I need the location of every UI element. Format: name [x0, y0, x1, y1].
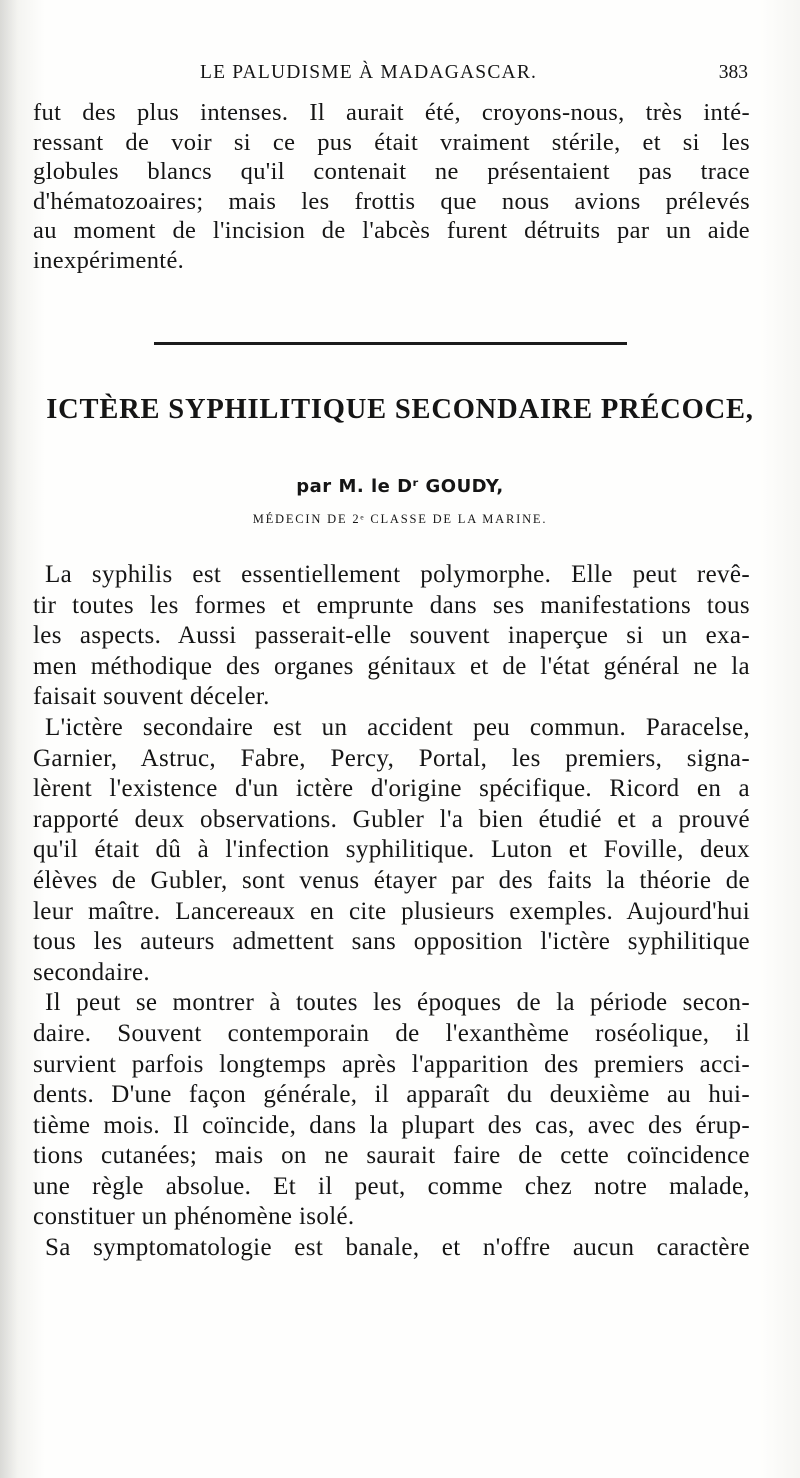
section-divider: [154, 342, 627, 345]
text-line: La syphilis est essentiellement polymorphe. Elle peut revê-: [45, 561, 750, 588]
text-line: tir toutes les formes et emprunte dans ses manifestations tous: [33, 591, 750, 619]
running-title: LE PALUDISME À MADAGASCAR.: [200, 62, 538, 83]
text-line: L'ictère secondaire est un accident peu commun. Paracelse,: [45, 713, 750, 741]
paragraph: [33, 988, 750, 1233]
text-line: leur maître. Lancereaux en cite plusieurs exemples. Aujourd'hui: [33, 897, 750, 925]
text-line: au moment de l'incision de l'abcès furent détruits par un aide: [33, 217, 750, 245]
text-line: secondaire.: [33, 958, 150, 986]
paragraph: [33, 560, 750, 713]
page-number: 383: [718, 62, 748, 83]
text-line: ressant de voir si ce pus était vraiment stérile, et si les: [33, 128, 750, 156]
continued-paragraph: [33, 98, 750, 276]
text-line: Il peut se montrer à toutes les époques de la période secon-: [45, 989, 750, 1017]
text-line: Garnier, Astruc, Fabre, Percy, Portal, les premiers, signa-: [33, 744, 750, 772]
text-line: tions cutanées; mais on ne saurait faire de cette coïncidence: [33, 1142, 750, 1170]
text-line: lèrent l'existence d'un ictère d'origine spécifique. Ricord en a: [33, 775, 750, 803]
text-line: rapporté deux observations. Gubler l'a bien étudié et a prouvé: [33, 805, 750, 833]
text-line: d'hématozoaires; mais les frottis que nous avions prélevés: [33, 187, 750, 215]
text-line: fut des plus intenses. Il aurait été, croyons-nous, très inté-: [33, 99, 750, 126]
text-line: qu'il était dû à l'infection syphilitique. Luton et Foville, deux: [33, 836, 750, 864]
text-line: Sa symptomatologie est banale, et n'offre aucun caractère: [45, 1234, 750, 1262]
text-line: constituer un phénomène isolé.: [33, 1203, 355, 1231]
text-line: faisait souvent déceler.: [33, 683, 270, 711]
paragraph: [33, 713, 750, 988]
paragraph: [33, 1233, 750, 1264]
text-line: dents. D'une façon générale, il apparaît du deuxième au hui-: [33, 1081, 750, 1109]
text-line: une règle absolue. Et il peut, comme chez notre malade,: [33, 1172, 750, 1200]
article-body: [33, 560, 750, 1264]
text-line: survient parfois longtemps après l'apparition des premiers acci-: [33, 1050, 750, 1078]
text-line: daire. Souvent contemporain de l'exanthème roséolique, il: [33, 1019, 750, 1047]
text-line: inexpérimenté.: [33, 246, 185, 274]
text-line: tième mois. Il coïncide, dans la plupart des cas, avec des érup-: [33, 1111, 750, 1139]
author-affiliation: MÉDECIN DE 2ᵉ CLASSE DE LA MARINE.: [252, 512, 548, 526]
text-line: les aspects. Aussi passerait-elle souvent inaperçue si un exa-: [33, 622, 750, 650]
text-line: élèves de Gubler, sont venus étayer par des faits la théorie de: [33, 866, 750, 894]
text-line: men méthodique des organes génitaux et de l'état général ne la: [33, 652, 750, 680]
page-header: [172, 62, 748, 90]
article-title: ICTÈRE SYPHILITIQUE SECONDAIRE PRÉCOCE,: [46, 394, 754, 425]
author-byline: par M. le Dʳ GOUDY,: [296, 476, 504, 497]
text-line: tous les auteurs admettent sans opposition l'ictère syphilitique: [33, 928, 750, 956]
text-line: globules blancs qu'il contenait ne présentaient pas trace: [33, 158, 750, 186]
